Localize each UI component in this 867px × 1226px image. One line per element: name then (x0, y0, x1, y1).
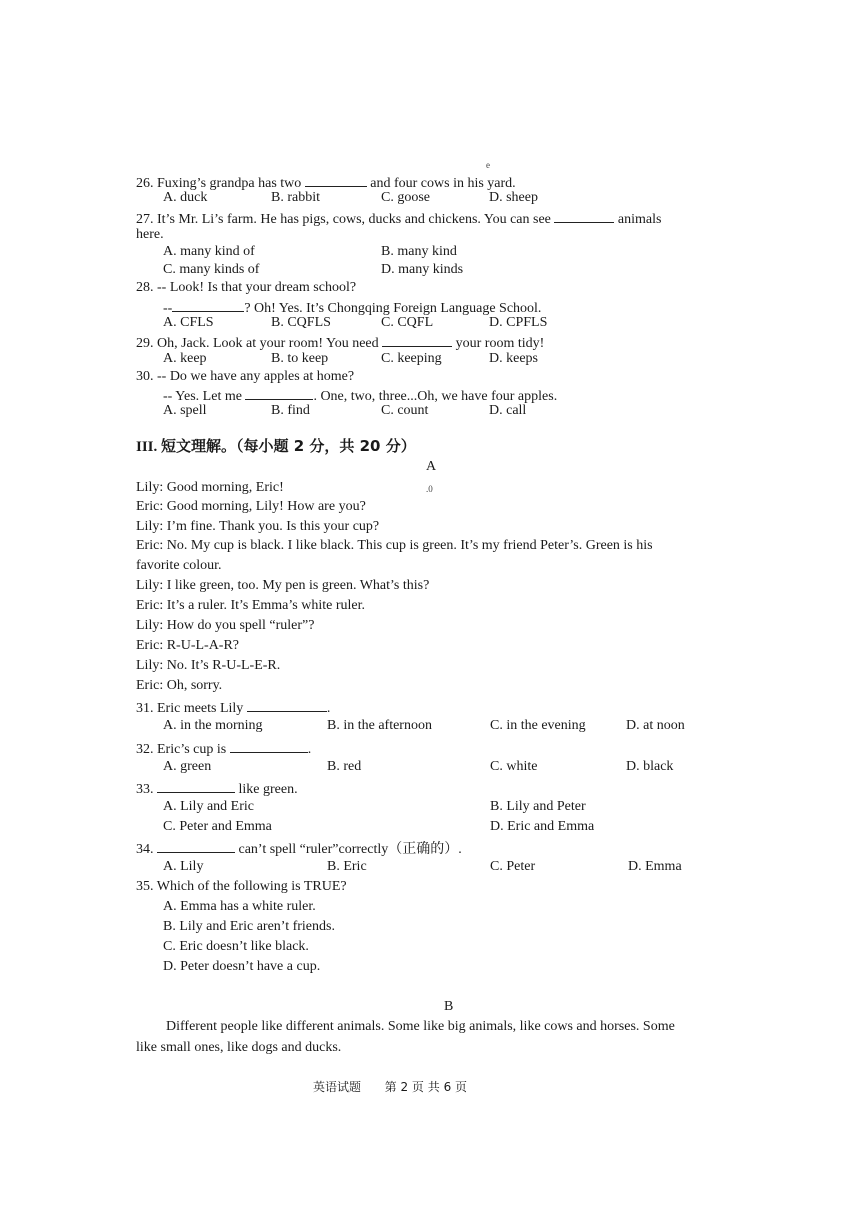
question-number: 29. (136, 336, 154, 351)
option-c: C. white (490, 759, 538, 774)
option-b: B. CQFLS (271, 315, 331, 330)
option-d: D. black (626, 759, 674, 774)
question-text: can’t spell “ruler”correctly（正确的）. (238, 842, 462, 857)
option-c: C. Eric doesn’t like black. (163, 939, 309, 954)
option-c: C. count (381, 403, 429, 418)
option-c: C. CQFL (381, 315, 434, 330)
dialog-line: Eric: Good morning, Lily! How are you? (136, 499, 366, 514)
option-a: A. keep (163, 351, 207, 366)
option-b: B. Lily and Eric aren’t friends. (163, 919, 335, 934)
dialog-line: Lily: How do you spell “ruler”? (136, 618, 315, 633)
question-30 (136, 368, 354, 386)
answer-blank (157, 778, 235, 793)
question-27-cont: here. (136, 227, 164, 242)
answer-blank (172, 297, 244, 312)
option-d: D. Eric and Emma (490, 819, 595, 834)
question-text: like green. (238, 782, 298, 797)
dialog-line: Lily: No. It’s R-U-L-E-R. (136, 658, 281, 673)
option-c: C. many kinds of (163, 262, 260, 277)
question-text: Eric meets Lily (157, 701, 244, 716)
option-a: A. Lily (163, 859, 204, 874)
question-text: and four cows in his yard. (370, 176, 516, 191)
question-text: Oh, Jack. Look at your room! You need (157, 336, 379, 351)
answer-blank (305, 172, 367, 187)
footer-subject: 英语试题 (313, 1080, 362, 1094)
question-text: -- Do we have any apples at home? (157, 369, 355, 384)
option-a: A. in the morning (163, 718, 263, 733)
option-d: D. Peter doesn’t have a cup. (163, 959, 321, 974)
section-title: 短文理解。（每小题 2 分，共 20 分） (161, 437, 416, 455)
question-text: -- Look! Is that your dream school? (157, 280, 357, 295)
question-35 (136, 878, 347, 896)
section-number: III. (136, 439, 158, 455)
question-number: 26. (136, 176, 154, 191)
dialog-line: Eric: Oh, sorry. (136, 678, 223, 693)
dialog-line: Eric: R-U-L-A-R? (136, 638, 240, 653)
question-31 (136, 697, 330, 718)
question-27 (136, 208, 661, 229)
question-number: 30. (136, 369, 154, 384)
section-heading (136, 437, 416, 456)
answer-blank (554, 208, 614, 223)
question-number: 28. (136, 280, 154, 295)
dialog-dash: -- (163, 301, 173, 316)
question-28-dialog (163, 297, 541, 318)
option-d: D. many kinds (381, 262, 464, 277)
dialog-line: favorite colour. (136, 558, 222, 573)
option-b: B. rabbit (271, 190, 320, 205)
question-text: Eric’s cup is (157, 742, 227, 757)
option-d: D. CPFLS (489, 315, 548, 330)
question-text: animals (617, 212, 662, 227)
dialog-line: Lily: I like green, too. My pen is green. What’s this? (136, 578, 430, 593)
option-d: D. at noon (626, 718, 685, 733)
option-b: B. red (327, 759, 362, 774)
page-footer (313, 1078, 467, 1096)
question-number: 34. (136, 842, 154, 857)
option-a: A. Emma has a white ruler. (163, 899, 316, 914)
question-number: 32. (136, 742, 154, 757)
answer-blank (157, 838, 235, 853)
question-number: 31. (136, 701, 154, 716)
question-text: . (326, 701, 331, 716)
question-28 (136, 279, 356, 297)
dialog-line: Lily: Good morning, Eric! (136, 480, 284, 495)
question-text: It’s Mr. Li’s farm. He has pigs, cows, ducks and chickens. You can see (157, 212, 551, 227)
question-33 (136, 778, 298, 799)
scan-mark: e (486, 160, 490, 170)
option-b: B. Eric (327, 859, 367, 874)
dialog-text: . One, two, three...Oh, we have four apples. (313, 389, 558, 404)
question-number: 35. (136, 879, 154, 894)
question-number: 33. (136, 782, 154, 797)
option-a: A. spell (163, 403, 207, 418)
option-b: B. find (271, 403, 310, 418)
option-d: D. Emma (628, 859, 682, 874)
option-b: B. many kind (381, 244, 457, 259)
question-number: 27. (136, 212, 154, 227)
option-c: C. keeping (381, 351, 442, 366)
option-b: B. in the afternoon (327, 718, 432, 733)
dialog-line: Lily: I’m fine. Thank you. Is this your cup? (136, 519, 380, 534)
question-text: . (307, 742, 312, 757)
option-b: B. to keep (271, 351, 329, 366)
option-a: A. CFLS (163, 315, 214, 330)
passage-line: Different people like different animals. Some like big animals, like cows and horses. Some (166, 1019, 675, 1034)
dialog-line: Eric: No. My cup is black. I like black. This cup is green. It’s my friend Peter’s. Green is his (136, 538, 653, 553)
option-d: D. sheep (489, 190, 538, 205)
option-a: A. Lily and Eric (163, 799, 254, 814)
scan-mark: .0 (426, 484, 433, 494)
option-c: C. Peter and Emma (163, 819, 272, 834)
option-a: A. many kind of (163, 244, 255, 259)
answer-blank (247, 697, 327, 712)
option-d: D. call (489, 403, 527, 418)
passage-line: like small ones, like dogs and ducks. (136, 1040, 342, 1055)
dialog-text: -- Yes. Let me (163, 389, 242, 404)
option-c: C. in the evening (490, 718, 586, 733)
answer-blank (382, 332, 452, 347)
question-34 (136, 838, 462, 859)
answer-blank (230, 738, 308, 753)
option-d: D. keeps (489, 351, 538, 366)
passage-heading: A (426, 459, 437, 474)
option-c: C. goose (381, 190, 430, 205)
question-32 (136, 738, 311, 759)
dialog-text: ? Oh! Yes. It’s Chongqing Foreign Language School. (244, 301, 542, 316)
question-text: your room tidy! (455, 336, 545, 351)
option-a: A. green (163, 759, 212, 774)
answer-blank (245, 385, 313, 400)
question-text: Which of the following is TRUE? (156, 879, 347, 894)
footer-page-number: 第 2 页 共 6 页 (384, 1080, 468, 1094)
option-b: B. Lily and Peter (490, 799, 586, 814)
option-a: A. duck (163, 190, 208, 205)
passage-heading: B (444, 999, 454, 1014)
option-c: C. Peter (490, 859, 536, 874)
dialog-line: Eric: It’s a ruler. It’s Emma’s white ruler. (136, 598, 365, 613)
question-text: Fuxing’s grandpa has two (157, 176, 302, 191)
